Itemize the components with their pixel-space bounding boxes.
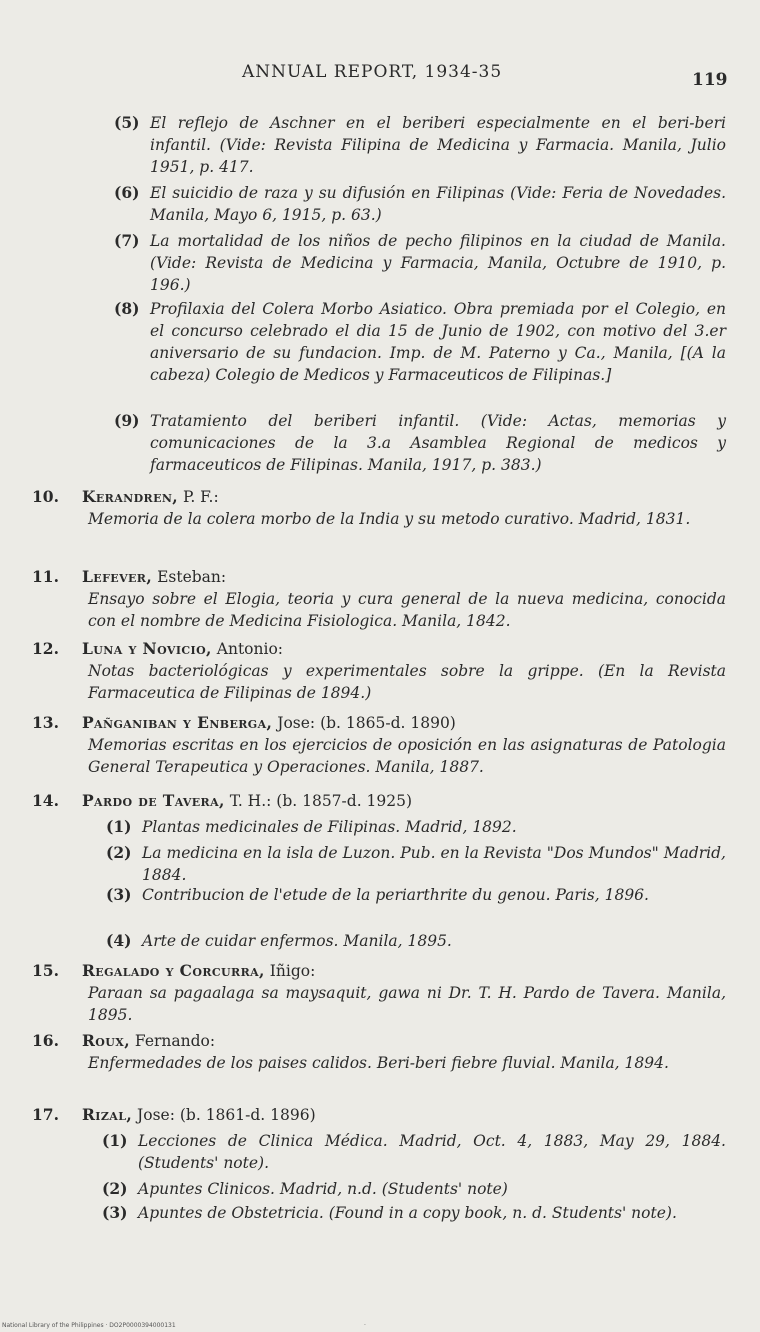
sub-item-text: El suicidio de raza y su difusión en Filipinas (Vide: Feria de Novedades. Manila, Mayo 6, 1915, p. 63.) — [150, 184, 726, 224]
sub-item-number: (9) — [114, 411, 140, 430]
page-header — [0, 62, 760, 90]
sub-item-number: (2) — [106, 843, 132, 862]
author-details: T. H.: (b. 1857-d. 1925) — [224, 792, 413, 810]
bibliography-entry — [32, 638, 726, 704]
sub-item — [102, 1178, 726, 1200]
work-title: Paraan sa pagaalaga sa maysaquit, gawa ni Dr. T. H. Pardo de Tavera. Manila, 1895. — [88, 984, 726, 1024]
author-name: Lefever, — [82, 567, 153, 586]
sub-item-number: (6) — [114, 183, 140, 202]
author-name: Kerandren, — [82, 487, 179, 506]
bibliography-entry — [32, 790, 726, 812]
page-number: 119 — [692, 70, 728, 90]
bibliography-entry — [32, 960, 726, 1026]
bibliography-entry — [32, 1030, 726, 1074]
author-name: Pardo de Tavera, — [82, 791, 225, 810]
bibliography-entry — [32, 486, 726, 530]
entry-number: 13. — [32, 713, 59, 732]
sub-item — [114, 298, 726, 386]
entry-number: 17. — [32, 1105, 59, 1124]
author-name: Regalado y Corcurra, — [82, 961, 265, 980]
work-title: Ensayo sobre el Elogia, teoria y cura general de la nueva medicina, conocida con el nombre de Medicina Fisiologica. Manila, 1842. — [88, 590, 726, 630]
author-details: Esteban: — [152, 568, 227, 586]
sub-item-text: Arte de cuidar enfermos. Manila, 1895. — [142, 932, 452, 950]
sub-item — [106, 842, 726, 886]
author-name: Pañganiban y Enberga, — [82, 713, 273, 732]
sub-item-number: (3) — [106, 885, 132, 904]
entry-number: 11. — [32, 567, 59, 586]
sub-item-number: (5) — [114, 113, 140, 132]
sub-item-text: Profilaxia del Colera Morbo Asiatico. Obra premiada por el Colegio, en el concurso celebrado el dia 15 de Junio de 1902, con motivo del 3.er aniversario de su fundacion. Imp. de M. Paterno y Ca., Manila, [(A la cabeza) Colegio de Medicos y Farmaceuticos de Filipinas.] — [150, 300, 726, 384]
entry-heading — [32, 960, 726, 982]
sub-item-number: (2) — [102, 1179, 128, 1198]
work-title: Memoria de la colera morbo de la India y su metodo curativo. Madrid, 1831. — [88, 510, 691, 528]
sub-item-text: El reflejo de Aschner en el beriberi especialmente en el beri-beri infantil. (Vide: Revista Filipina de Medicina y Farmacia. Manila, Julio 1951, p. 417. — [150, 114, 726, 176]
entry-number: 16. — [32, 1031, 59, 1050]
sub-item — [102, 1130, 726, 1174]
author-details: Fernando: — [130, 1032, 216, 1050]
sub-item-text: La mortalidad de los niños de pecho filipinos en la ciudad de Manila. (Vide: Revista de Medicina y Farmacia, Manila, Octubre de 1910, p. 196.) — [150, 232, 726, 294]
sub-item — [114, 410, 726, 476]
bibliography-entry — [32, 1104, 726, 1126]
work-title: Enfermedades de los paises calidos. Beri-beri fiebre fluvial. Manila, 1894. — [88, 1054, 669, 1072]
author-name: Luna y Novicio, — [82, 639, 212, 658]
entry-heading — [32, 790, 726, 812]
entry-number: 10. — [32, 487, 59, 506]
sub-item — [102, 1202, 726, 1224]
author-details: P. F.: — [178, 488, 219, 506]
sub-item — [114, 182, 726, 226]
author-details: Jose: (b. 1865-d. 1890) — [272, 714, 456, 732]
author-name: Rizal, — [82, 1105, 133, 1124]
sub-item-number: (1) — [102, 1131, 128, 1150]
entry-number: 12. — [32, 639, 59, 658]
sub-item-text: Tratamiento del beriberi infantil. (Vide: Actas, memorias y comunicaciones de la 3.a Asamblea Regional de medicos y farmaceuticos de Filipinas. Manila, 1917, p. 383.) — [150, 412, 726, 474]
bibliography-entry — [32, 712, 726, 778]
scan-credit: National Library of the Philippines · DO2P0000394000131 — [2, 1322, 176, 1329]
author-name: Roux, — [82, 1031, 130, 1050]
sub-item-number: (8) — [114, 299, 140, 318]
sub-item-number: (7) — [114, 231, 140, 250]
scan-footer — [2, 1322, 366, 1329]
report-title: ANNUAL REPORT, 1934-35 — [242, 62, 503, 82]
entry-number: 15. — [32, 961, 59, 980]
center-mark: · — [364, 1322, 366, 1329]
entry-heading — [32, 1104, 726, 1126]
sub-item-text: La medicina en la isla de Luzon. Pub. en la Revista "Dos Mundos" Madrid, 1884. — [142, 844, 726, 884]
work-title: Notas bacteriológicas y experimentales sobre la grippe. (En la Revista Farmaceutica de Filipinas de 1894.) — [88, 662, 726, 702]
sub-item — [114, 230, 726, 296]
author-details: Jose: (b. 1861-d. 1896) — [132, 1106, 316, 1124]
entry-heading — [32, 486, 726, 508]
sub-item-text: Apuntes Clinicos. Madrid, n.d. (Students' note) — [138, 1180, 508, 1198]
entry-heading — [32, 638, 726, 660]
entry-heading — [32, 712, 726, 734]
sub-item — [106, 930, 726, 952]
author-details: Iñigo: — [264, 962, 316, 980]
sub-item-text: Contribucion de l'etude de la periarthrite du genou. Paris, 1896. — [142, 886, 649, 904]
sub-item-text: Apuntes de Obstetricia. (Found in a copy book, n. d. Students' note). — [138, 1204, 677, 1222]
sub-item-text: Plantas medicinales de Filipinas. Madrid, 1892. — [142, 818, 517, 836]
author-details: Antonio: — [211, 640, 284, 658]
sub-item — [114, 112, 726, 178]
sub-item — [106, 816, 726, 838]
sub-item-text: Lecciones de Clinica Médica. Madrid, Oct. 4, 1883, May 29, 1884. (Students' note). — [138, 1132, 726, 1172]
sub-item-number: (1) — [106, 817, 132, 836]
entry-heading — [32, 1030, 726, 1052]
sub-item-number: (3) — [102, 1203, 128, 1222]
sub-item — [106, 884, 726, 906]
entry-heading — [32, 566, 726, 588]
sub-item-number: (4) — [106, 931, 132, 950]
bibliography-entry — [32, 566, 726, 632]
work-title: Memorias escritas en los ejercicios de oposición en las asignaturas de Patologia General Terapeutica y Operaciones. Manila, 1887. — [88, 736, 726, 776]
entry-number: 14. — [32, 791, 59, 810]
